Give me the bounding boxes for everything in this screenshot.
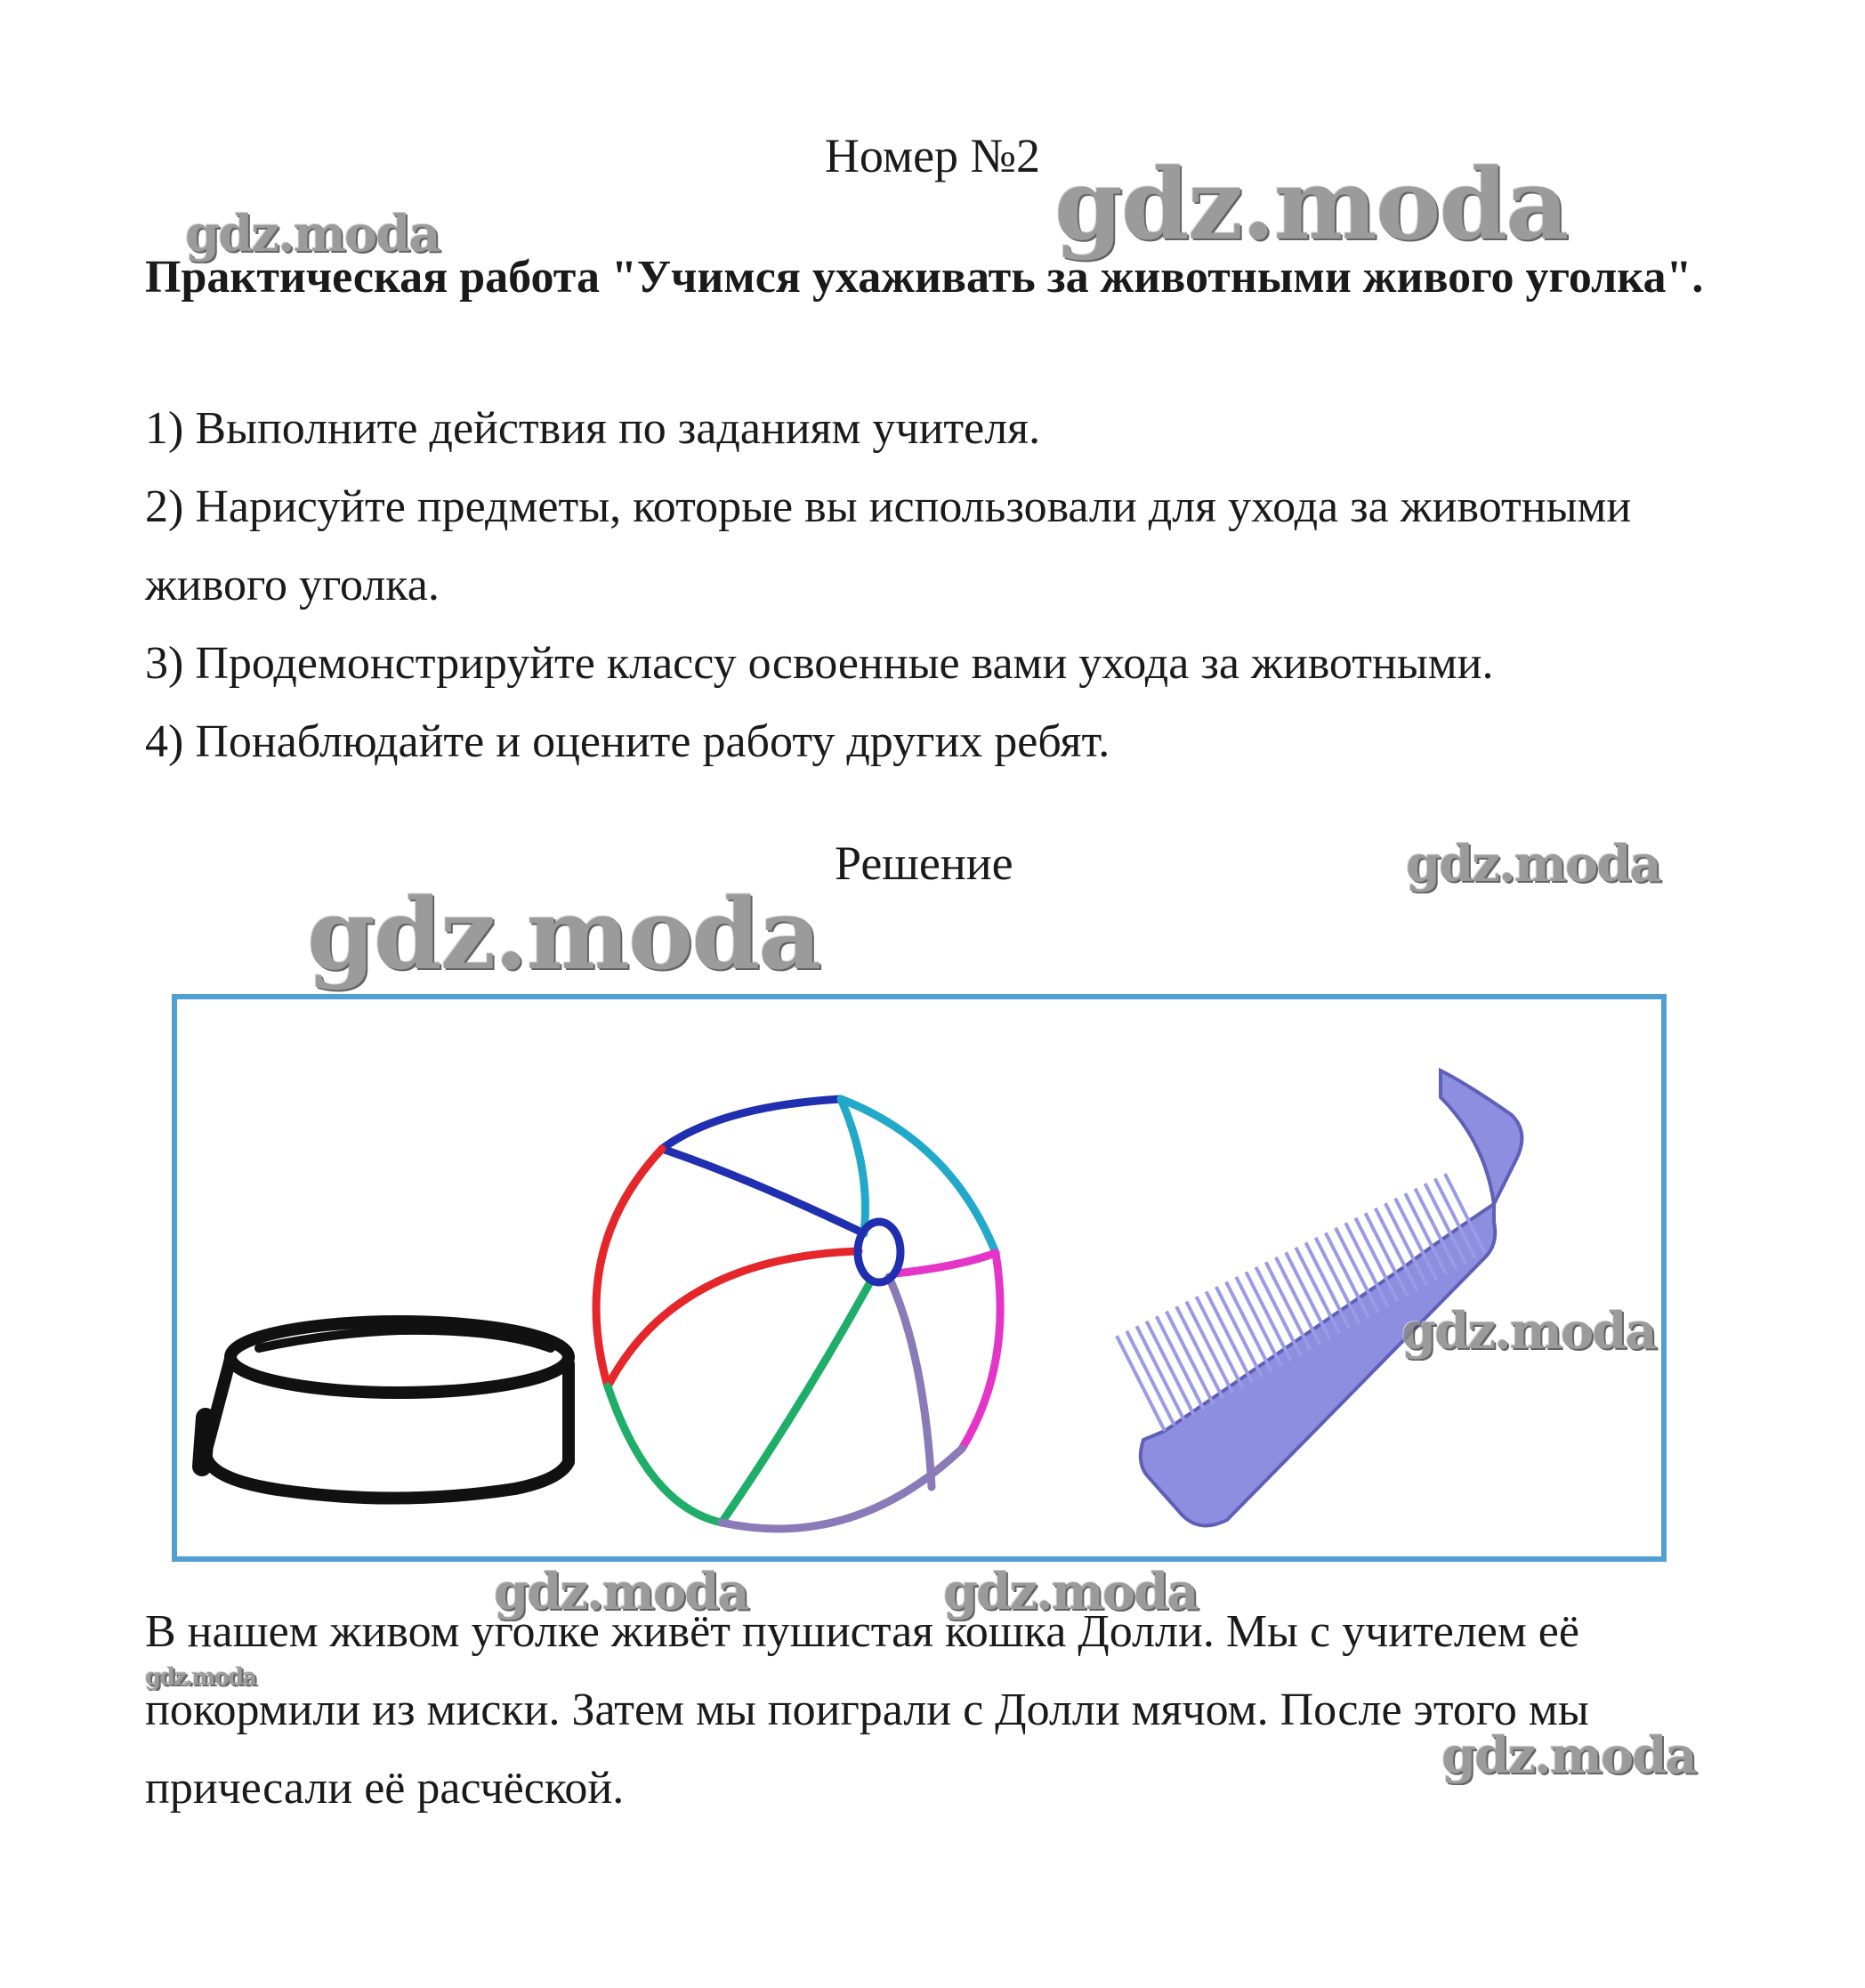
- watermark: gdz.moda: [1401, 1302, 1656, 1361]
- watermark: gdz.moda: [943, 1563, 1198, 1621]
- watermark: gdz.moda: [307, 877, 820, 991]
- task-list: [145, 390, 1747, 781]
- ball-icon: [596, 1099, 1000, 1529]
- drawing-frame: [172, 994, 1667, 1562]
- watermark: gdz.moda: [1054, 147, 1568, 262]
- solution-title: Решение: [835, 836, 1013, 890]
- drawing-illustration: [177, 999, 1661, 1556]
- watermark: gdz.moda: [494, 1563, 748, 1621]
- watermark: gdz.moda: [1441, 1726, 1696, 1785]
- task-heading: Практическая работа "Учимся ухаживать за животными живого уголка".: [145, 252, 1704, 303]
- task-item-1: 1) Выполните действия по заданиям учителя.: [145, 403, 1041, 454]
- task-item-4: 4) Понаблюдайте и оцените работу других ребят.: [145, 716, 1110, 767]
- comb-icon: [1117, 1071, 1522, 1525]
- page-title: Номер №2: [824, 129, 1041, 182]
- watermark: gdz.moda: [185, 205, 440, 263]
- bowl-icon: [202, 1321, 569, 1499]
- watermark: gdz.moda: [145, 1664, 256, 1691]
- watermark: gdz.moda: [1406, 835, 1660, 893]
- task-item-2: 2) Нарисуйте предметы, которые вы использовали для ухода за животными живого уголка.: [145, 481, 1632, 610]
- answer-text: В нашем живом уголке живёт пушистая кошка Долли. Мы с учителем её покормили из миски. Затем мы поиграли с Долли мячом. После этого мы причесали её расчёской.: [145, 1606, 1589, 1814]
- task-item-3: 3) Продемонстрируйте классу освоенные вами ухода за животными.: [145, 638, 1494, 689]
